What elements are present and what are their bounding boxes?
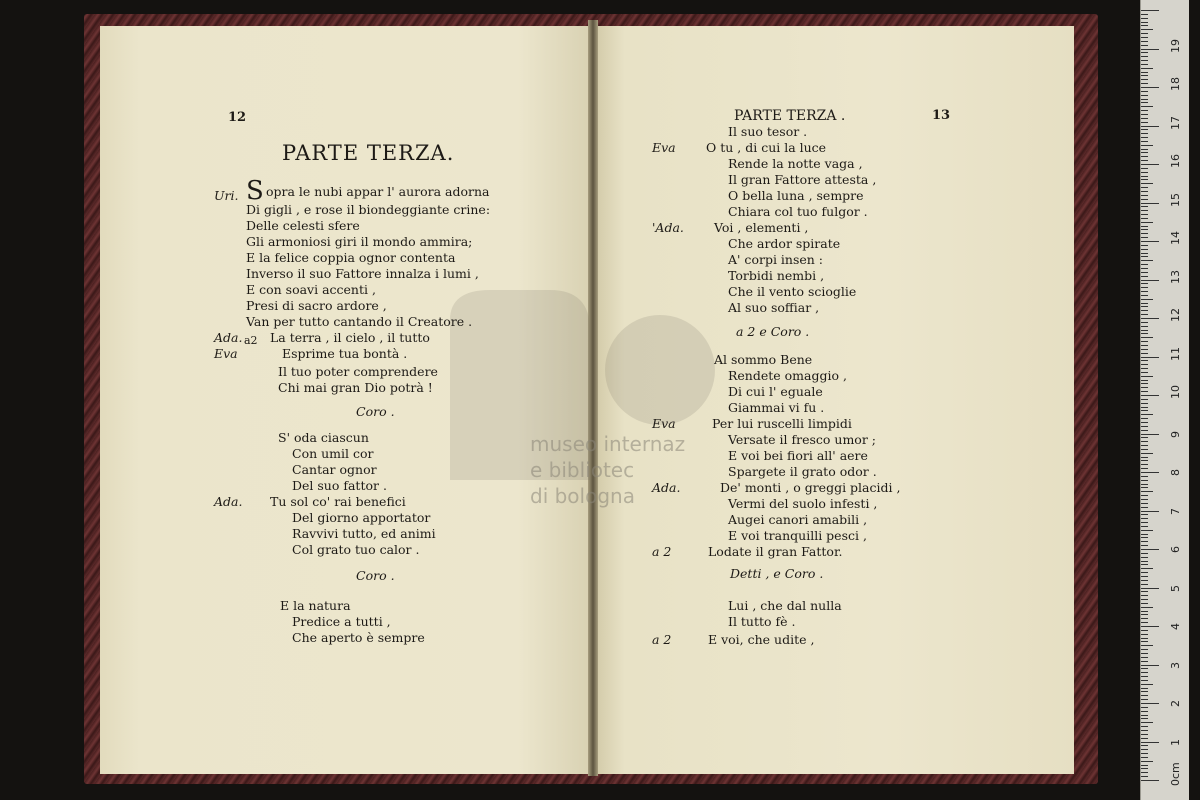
ruler-label: 14 <box>1169 231 1182 245</box>
left-verse-line: Del giorno apportator <box>292 510 431 525</box>
ruler-tick <box>1141 299 1153 300</box>
ruler-tick <box>1141 484 1148 485</box>
ruler-tick <box>1141 661 1148 662</box>
ruler-tick <box>1141 437 1148 438</box>
ruler-tick <box>1141 45 1148 46</box>
ruler-tick <box>1141 83 1148 84</box>
ruler-tick <box>1141 337 1153 338</box>
right-verse-line: Di cui l' eguale <box>728 384 823 399</box>
ruler-tick <box>1141 326 1148 327</box>
ruler-tick <box>1141 599 1148 600</box>
ruler-label: 13 <box>1169 269 1182 284</box>
ruler-tick <box>1141 591 1148 592</box>
ruler-tick <box>1141 464 1148 465</box>
right-verse-line: O bella luna , sempre <box>728 188 864 203</box>
ruler-tick <box>1141 237 1148 238</box>
ruler-tick <box>1141 449 1148 450</box>
ruler-tick <box>1141 614 1148 615</box>
ruler-tick <box>1141 314 1148 315</box>
ruler-tick <box>1141 761 1153 762</box>
right-verse-line: Al suo soffiar , <box>728 300 820 315</box>
right-verse-line: E voi, che udite , <box>708 632 815 647</box>
ruler-tick <box>1141 468 1148 469</box>
ruler-tick <box>1141 630 1148 631</box>
ruler-tick <box>1141 333 1148 334</box>
right-verse-line: Spargete il grato odor . <box>728 464 877 479</box>
ruler-tick <box>1141 176 1148 177</box>
ruler-tick <box>1141 95 1148 96</box>
ruler-tick <box>1141 137 1148 138</box>
ruler-label: 12 <box>1169 308 1182 322</box>
right-page-number: 13 <box>932 108 951 123</box>
right-speaker: Eva <box>652 140 676 155</box>
left-verse-line: Chi mai gran Dio potrà ! <box>278 380 433 395</box>
ruler-tick <box>1141 229 1148 230</box>
left-verse-line: Del suo fattor . <box>292 478 387 493</box>
ruler-tick <box>1141 718 1148 719</box>
ruler-tick <box>1141 653 1148 654</box>
left-verse-line: Delle celesti sfere <box>246 218 360 233</box>
ruler-tick <box>1141 256 1148 257</box>
ruler-tick <box>1141 480 1148 481</box>
ruler-label: 8 <box>1169 469 1182 476</box>
ruler-tick <box>1141 33 1148 34</box>
ruler-tick <box>1141 291 1148 292</box>
ruler-tick <box>1141 79 1148 80</box>
ruler-tick <box>1141 64 1148 65</box>
ruler-tick <box>1141 210 1148 211</box>
ruler-tick <box>1141 638 1148 639</box>
ruler-tick <box>1141 149 1148 150</box>
ruler-tick <box>1141 453 1153 454</box>
ruler-tick <box>1141 676 1148 677</box>
right-verse-line: Rendete omaggio , <box>728 368 847 383</box>
ruler-tick <box>1141 25 1148 26</box>
ruler-tick <box>1141 568 1153 569</box>
ruler-tick <box>1141 553 1148 554</box>
ruler-tick <box>1141 349 1148 350</box>
ruler-tick <box>1141 776 1148 777</box>
ruler-tick <box>1141 360 1148 361</box>
ruler-tick <box>1141 345 1148 346</box>
ruler-tick <box>1141 72 1148 73</box>
left-section-heading: Coro . <box>356 404 395 419</box>
ruler-tick <box>1141 422 1148 423</box>
ruler-tick <box>1141 245 1148 246</box>
ruler-tick <box>1141 407 1148 408</box>
ruler-tick <box>1141 460 1148 461</box>
ruler-tick <box>1141 511 1159 512</box>
left-verse-line: E la felice coppia ognor contenta <box>246 250 456 265</box>
right-verse-line: Giammai vi fu . <box>728 400 825 415</box>
right-verse-line: De' monti , o greggi placidi , <box>720 480 901 495</box>
ruler-tick <box>1141 711 1148 712</box>
ruler-label: 16 <box>1169 154 1182 168</box>
ruler-label: 4 <box>1169 623 1182 630</box>
ruler-tick <box>1141 214 1148 215</box>
ruler-tick <box>1141 757 1148 758</box>
ruler-tick <box>1141 607 1153 608</box>
right-verse-line: E voi tranquilli pesci , <box>728 528 867 543</box>
left-verse-line: E la natura <box>280 598 351 613</box>
ruler-tick <box>1141 187 1148 188</box>
left-verse-line: S' oda ciascun <box>278 430 369 445</box>
ruler-tick <box>1141 541 1148 542</box>
ruler-tick <box>1141 645 1153 646</box>
right-verse-line: Augei canori amabili , <box>728 512 868 527</box>
ruler-label: 7 <box>1169 507 1182 515</box>
ruler-tick <box>1141 357 1159 358</box>
right-verse-line: Per lui ruscelli limpidi <box>712 416 852 431</box>
ruler-tick <box>1141 495 1148 496</box>
ruler-tick <box>1141 287 1148 288</box>
ruler-tick <box>1141 222 1153 223</box>
ruler-tick <box>1141 703 1159 704</box>
ruler-tick <box>1141 164 1159 165</box>
right-verse-line: O tu , di cui la luce <box>706 140 827 155</box>
ruler-tick <box>1141 310 1148 311</box>
ruler-tick <box>1141 191 1148 192</box>
ruler-tick <box>1141 457 1148 458</box>
right-speaker: a 2 <box>652 544 672 559</box>
ruler-tick <box>1141 253 1148 254</box>
right-verse-line: A' corpi insen : <box>728 252 824 267</box>
ruler-tick <box>1141 133 1148 134</box>
ruler-tick <box>1141 318 1159 319</box>
ruler-tick <box>1141 110 1148 111</box>
ruler-tick <box>1141 487 1148 488</box>
ruler-tick <box>1141 745 1148 746</box>
right-verse-line: Il suo tesor . <box>728 124 808 139</box>
ruler-tick <box>1141 49 1159 50</box>
ruler-tick <box>1141 564 1148 565</box>
ruler-tick <box>1141 514 1148 515</box>
ruler-tick <box>1141 691 1148 692</box>
right-speaker: 'Ada. <box>652 220 684 235</box>
ruler-tick <box>1141 545 1148 546</box>
ruler-tick <box>1141 526 1148 527</box>
left-duet-mark: a2 <box>244 334 258 347</box>
ruler-tick <box>1141 168 1148 169</box>
ruler-tick <box>1141 622 1148 623</box>
ruler-tick <box>1141 295 1148 296</box>
ruler-label: 17 <box>1169 115 1182 130</box>
ruler-label: 15 <box>1169 192 1182 207</box>
ruler-tick <box>1141 572 1148 573</box>
ruler-tick <box>1141 372 1148 373</box>
left-verse-line: Esprime tua bontà . <box>282 346 408 361</box>
ruler-tick <box>1141 129 1148 130</box>
measurement-ruler <box>1140 0 1189 800</box>
watermark-line2: e bibliotec <box>530 458 635 482</box>
ruler-tick <box>1141 399 1148 400</box>
left-verse-line: Il tuo poter comprendere <box>278 364 438 379</box>
right-verse-line: Voi , elementi , <box>714 220 809 235</box>
ruler-tick <box>1141 772 1148 773</box>
ruler-tick <box>1141 87 1159 88</box>
ruler-tick <box>1141 391 1148 392</box>
left-verse-line: Cantar ognor <box>292 462 377 477</box>
ruler-tick <box>1141 668 1148 669</box>
ruler-tick <box>1141 603 1148 604</box>
ruler-tick <box>1141 126 1159 127</box>
ruler-tick <box>1141 418 1148 419</box>
right-verse-line: Torbidi nembi , <box>728 268 825 283</box>
ruler-tick <box>1141 330 1148 331</box>
right-verse-line: Chiara col tuo fulgor . <box>728 204 868 219</box>
left-verse-line: Di gigli , e rose il biondeggiante crine: <box>246 202 491 217</box>
ruler-tick <box>1141 549 1159 550</box>
ruler-tick <box>1141 649 1148 650</box>
left-verse-line: La terra , il cielo , il tutto <box>270 330 430 345</box>
ruler-tick <box>1141 557 1148 558</box>
ruler-label: 0cm <box>1169 762 1182 786</box>
ruler-tick <box>1141 22 1148 23</box>
ruler-tick <box>1141 303 1148 304</box>
ruler-tick <box>1141 152 1148 153</box>
ruler-tick <box>1141 203 1159 204</box>
ruler-tick <box>1141 10 1159 11</box>
ruler-tick <box>1141 60 1148 61</box>
ruler-tick <box>1141 765 1148 766</box>
left-verse-line: Tu sol co' rai benefici <box>270 494 406 509</box>
right-verse-line: Che ardor spirate <box>728 236 841 251</box>
ruler-tick <box>1141 749 1148 750</box>
ruler-tick <box>1141 387 1148 388</box>
ruler-tick <box>1141 233 1148 234</box>
ruler-tick <box>1141 734 1148 735</box>
ruler-label: 19 <box>1169 38 1182 53</box>
right-section-heading: Detti , e Coro . <box>730 566 824 581</box>
right-verse-line: Lodate il gran Fattor. <box>708 544 843 559</box>
ruler-tick <box>1141 353 1148 354</box>
right-verse-line: E voi bei fiori all' aere <box>728 448 868 463</box>
left-page-number: 12 <box>228 110 247 125</box>
ruler-tick <box>1141 364 1148 365</box>
ruler-tick <box>1141 445 1148 446</box>
ruler-tick <box>1141 14 1148 15</box>
ruler-tick <box>1141 68 1153 69</box>
left-section-heading: Coro . <box>356 568 395 583</box>
ruler-tick <box>1141 114 1148 115</box>
left-verse-line: Predice a tutti , <box>292 614 391 629</box>
right-verse-line: Rende la notte vaga , <box>728 156 863 171</box>
right-verse-line: Che il vento scioglie <box>728 284 857 299</box>
ruler-tick <box>1141 657 1148 658</box>
ruler-tick <box>1141 507 1148 508</box>
left-verse-line: Col grato tuo calor . <box>292 542 420 557</box>
ruler-tick <box>1141 18 1148 19</box>
ruler-tick <box>1141 576 1148 577</box>
ruler-tick <box>1141 156 1148 157</box>
ruler-tick <box>1141 695 1148 696</box>
ruler-tick <box>1141 179 1148 180</box>
ruler-tick <box>1141 341 1148 342</box>
right-speaker: Ada. <box>652 480 681 495</box>
ruler-tick <box>1141 726 1148 727</box>
ruler-tick <box>1141 160 1148 161</box>
ruler-tick <box>1141 641 1148 642</box>
ruler-tick <box>1141 226 1148 227</box>
ruler-tick <box>1141 122 1148 123</box>
ruler-tick <box>1141 426 1148 427</box>
left-speaker: Eva <box>214 346 238 361</box>
ruler-tick <box>1141 595 1148 596</box>
ruler-tick <box>1141 626 1159 627</box>
ruler-tick <box>1141 280 1159 281</box>
ruler-tick <box>1141 715 1148 716</box>
ruler-tick <box>1141 29 1153 30</box>
ruler-tick <box>1141 753 1148 754</box>
ruler-tick <box>1141 106 1153 107</box>
ruler-tick <box>1141 322 1148 323</box>
ruler-tick <box>1141 380 1148 381</box>
ruler-tick <box>1141 376 1153 377</box>
ruler-tick <box>1141 738 1148 739</box>
left-verse-line: Inverso il suo Fattore innalza i lumi , <box>246 266 479 281</box>
ruler-tick <box>1141 491 1153 492</box>
ruler-tick <box>1141 249 1148 250</box>
ruler-tick <box>1141 688 1148 689</box>
left-verse-line: Presi di sacro ardore , <box>246 298 387 313</box>
ruler-tick <box>1141 768 1148 769</box>
ruler-tick <box>1141 680 1148 681</box>
ruler-tick <box>1141 410 1148 411</box>
ruler-tick <box>1141 172 1148 173</box>
ruler-tick <box>1141 780 1159 781</box>
ruler-tick <box>1141 183 1153 184</box>
watermark-line3: di bologna <box>530 484 635 508</box>
ruler-label: 5 <box>1169 584 1182 592</box>
right-verse-line: Al sommo Bene <box>714 352 813 367</box>
ruler-tick <box>1141 611 1148 612</box>
ruler-tick <box>1141 476 1148 477</box>
ruler-tick <box>1141 52 1148 53</box>
right-verse-line: Il tutto fè . <box>728 614 796 629</box>
ruler-tick <box>1141 102 1148 103</box>
ruler-tick <box>1141 37 1148 38</box>
ruler-tick <box>1141 699 1148 700</box>
left-verse-line: Che aperto è sempre <box>292 630 425 645</box>
ruler-tick <box>1141 742 1159 743</box>
ruler-tick <box>1141 499 1148 500</box>
ruler-tick <box>1141 584 1148 585</box>
ruler-tick <box>1141 522 1148 523</box>
left-verse-line: opra le nubi appar l' aurora adorna <box>266 184 490 199</box>
ruler-tick <box>1141 99 1148 100</box>
ruler-label: 18 <box>1169 77 1182 91</box>
ruler-tick <box>1141 118 1148 119</box>
left-verse-line: Van per tutto cantando il Creatore . <box>246 314 473 329</box>
ruler-tick <box>1141 268 1148 269</box>
left-speaker: Uri. <box>214 188 239 203</box>
ruler-tick <box>1141 665 1159 666</box>
left-verse-line: Ravvivi tutto, ed animi <box>292 526 436 541</box>
ruler-tick <box>1141 618 1148 619</box>
left-speaker: Ada. <box>214 330 243 345</box>
ruler-tick <box>1141 414 1153 415</box>
left-verse-line: Con umil cor <box>292 446 374 461</box>
left-speaker: Ada. <box>214 494 243 509</box>
right-verse-line: Versate il fresco umor ; <box>728 432 876 447</box>
ruler-label: 3 <box>1169 661 1182 669</box>
ruler-tick <box>1141 306 1148 307</box>
ruler-tick <box>1141 684 1153 685</box>
ruler-tick <box>1141 472 1159 473</box>
ruler-label: 9 <box>1169 430 1182 438</box>
ruler-tick <box>1141 56 1148 57</box>
ruler-tick <box>1141 503 1148 504</box>
right-verse-line: Il gran Fattore attesta , <box>728 172 877 187</box>
ruler-tick <box>1141 383 1148 384</box>
ruler-tick <box>1141 588 1159 589</box>
ruler-tick <box>1141 441 1148 442</box>
ruler-label: 11 <box>1169 346 1182 361</box>
right-verse-line: Vermi del suolo infesti , <box>728 496 878 511</box>
ruler-tick <box>1141 199 1148 200</box>
right-speaker: Eva <box>652 416 676 431</box>
ruler-tick <box>1141 730 1148 731</box>
ruler-tick <box>1141 141 1148 142</box>
ruler-tick <box>1141 634 1148 635</box>
ruler-tick <box>1141 537 1148 538</box>
ruler-label: 10 <box>1169 385 1182 399</box>
ruler-label: 6 <box>1169 546 1182 553</box>
right-section-heading: a 2 e Coro . <box>736 324 810 339</box>
ruler-tick <box>1141 530 1153 531</box>
left-verse-line: E con soavi accenti , <box>246 282 376 297</box>
right-speaker: a 2 <box>652 632 672 647</box>
ruler-tick <box>1141 272 1148 273</box>
ruler-tick <box>1141 561 1148 562</box>
ruler-tick <box>1141 283 1148 284</box>
watermark-line1: museo internaz <box>530 432 686 456</box>
ruler-tick <box>1141 264 1148 265</box>
ruler-tick <box>1141 276 1148 277</box>
ruler-label: 2 <box>1169 700 1182 707</box>
ruler-tick <box>1141 580 1148 581</box>
ruler-tick <box>1141 145 1153 146</box>
ruler-tick <box>1141 430 1148 431</box>
ruler-label: 1 <box>1169 738 1182 746</box>
left-verse-line: Gli armoniosi giri il mondo ammira; <box>246 234 473 249</box>
ruler-tick <box>1141 434 1159 435</box>
ruler-tick <box>1141 534 1148 535</box>
ruler-tick <box>1141 403 1148 404</box>
ruler-tick <box>1141 518 1148 519</box>
ruler-tick <box>1141 218 1148 219</box>
left-page-title: PARTE TERZA. <box>282 141 455 165</box>
ruler-tick <box>1141 722 1153 723</box>
left-drop-cap: S <box>246 176 264 206</box>
right-verse-line: Lui , che dal nulla <box>728 598 842 613</box>
right-page-header: PARTE TERZA . <box>734 108 846 124</box>
ruler-tick <box>1141 368 1148 369</box>
ruler-tick <box>1141 195 1148 196</box>
ruler-tick <box>1141 260 1153 261</box>
ruler-tick <box>1141 707 1148 708</box>
ruler-tick <box>1141 672 1148 673</box>
ruler-tick <box>1141 41 1148 42</box>
ruler-tick <box>1141 241 1159 242</box>
ruler-tick <box>1141 75 1148 76</box>
ruler-tick <box>1141 206 1148 207</box>
ruler-tick <box>1141 395 1159 396</box>
ruler-tick <box>1141 91 1148 92</box>
